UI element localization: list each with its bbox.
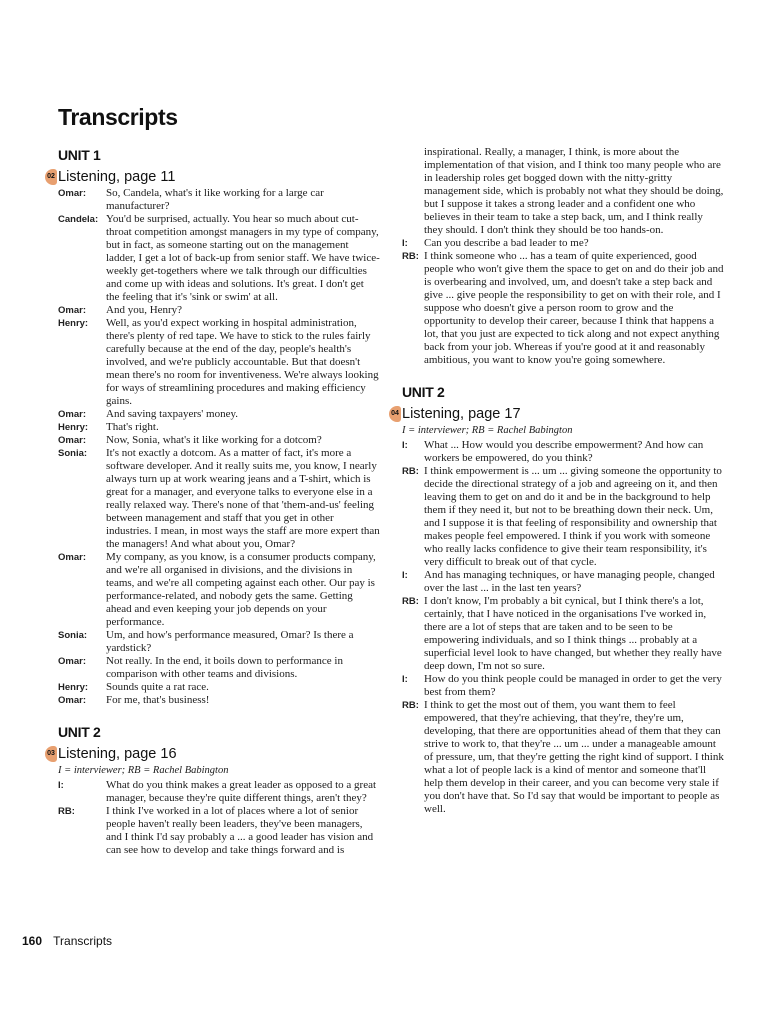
speaker-label: Omar: — [58, 409, 86, 420]
listening-title: Listening, page 17 — [402, 406, 521, 422]
listening-heading — [389, 405, 724, 423]
speaker-label: Sonia: — [58, 630, 88, 641]
speaker-label: I: — [402, 440, 408, 451]
dialogue-turn — [402, 673, 724, 699]
speech-text: Well, as you'd expect working in hospital administration, there's plenty of red tape. We have to stick to the rules fairly carefully because at the end of the day, people's health's involved, and we're publicly accountable. But that doesn't mean there's no room for inventiveness. We're always looking for ways of streamlining procedures and making efficiency gains. — [106, 317, 379, 407]
dialogue-turn — [402, 465, 724, 569]
speaker-label: RB: — [402, 700, 419, 711]
dialogue — [58, 187, 380, 707]
speaker-key: I = interviewer; RB = Rachel Babington — [58, 765, 229, 776]
dialogue-turn — [402, 699, 724, 816]
speech-text: What ... How would you describe empowerment? And how can workers be empowered, do you think? — [424, 439, 704, 464]
dialogue-turn — [58, 421, 380, 434]
speech-text: How do you think people could be managed in order to get the very best from them? — [424, 673, 722, 698]
dialogue-turn — [58, 408, 380, 421]
audio-track-icon: 04 — [389, 406, 401, 422]
dialogue-turn — [58, 629, 380, 655]
right-column — [391, 146, 724, 816]
speech-text: And you, Henry? — [106, 304, 183, 316]
dialogue-turn — [402, 569, 724, 595]
speaker-key: I = interviewer; RB = Rachel Babington — [402, 425, 573, 436]
speech-text: You'd be surprised, actually. You hear so much about cut-throat competition amongst managers in my type of company, but in fact, as someone starting out on the management ladder, I get a lot of back-up from senior staff. We have twice-weekly get-togethers where we talk through our difficulties and come up with ideas and solutions. It's great. I don't get the feeling that it's 'sink or swim' at all. — [106, 213, 380, 303]
speaker-label: I: — [402, 238, 408, 249]
left-column — [47, 146, 380, 857]
speaker-label: I: — [402, 570, 408, 581]
speaker-label: RB: — [58, 806, 75, 817]
dialogue-turn — [58, 805, 380, 857]
dialogue-turn — [402, 250, 724, 367]
listening-title: Listening, page 11 — [58, 169, 176, 185]
dialogue-turn — [58, 655, 380, 681]
dialogue-turn — [402, 146, 724, 237]
unit-heading: UNIT 2 — [58, 724, 101, 740]
speech-text: inspirational. Really, a manager, I think, is more about the implementation of that vision, and I think too many people who are in leadership roles get bogged down with the nitty-gritty management side, which is probably not what they should be doing, but I suppose it takes a strong leader and a confident one who believes in their team to take a step back, um, and I think really they should. I don't think they should be too hands-on. — [424, 146, 724, 236]
dialogue-turn — [58, 434, 380, 447]
speech-text: For me, that's business! — [106, 694, 210, 706]
speech-text: What do you think makes a great leader as opposed to a great manager, because they're quite different things, aren't they? — [106, 779, 377, 804]
listening-heading — [45, 745, 380, 763]
speech-text: My company, as you know, is a consumer products company, and we're all organised in divisions, and the divisions in teams, and we're all competing against each other. Our pay is performance-related, and nobody gets the same. Getting ahead and even keeping your job depends on your performance. — [106, 551, 376, 628]
speech-text: Not really. In the end, it boils down to performance in comparison with other teams and divisions. — [106, 655, 343, 680]
speech-text: And saving taxpayers' money. — [106, 408, 239, 420]
dialogue-turn — [58, 551, 380, 629]
speech-text: Sounds quite a rat race. — [106, 681, 209, 693]
speech-text: I think empowerment is ... um ... giving someone the opportunity to decide the directional strategy of a job and agreeing on it, and then leaving them to get on and do it and be in the background to help them if they need it, but not to be breathing down their neck. Um, and I suppose it is that feeling of responsibility and ownership that makes people feel empowered. I think if you work with someone who really lacks confidence to give their team responsibility, it's very difficult to break out of that cycle. — [424, 465, 722, 568]
dialogue-turn — [402, 237, 724, 250]
speaker-label — [402, 146, 424, 237]
speech-text: Can you describe a bad leader to me? — [424, 237, 589, 249]
speaker-label: Omar: — [58, 435, 86, 446]
speech-text: That's right. — [106, 421, 159, 433]
dialogue — [58, 779, 380, 857]
speaker-label: Henry: — [58, 318, 89, 329]
speaker-label: RB: — [402, 596, 419, 607]
speaker-label: Omar: — [58, 552, 86, 563]
speaker-label: Henry: — [58, 422, 89, 433]
audio-track-icon: 02 — [45, 169, 57, 185]
speech-text: And has managing techniques, or have managing people, changed over the last ... in the last ten years? — [424, 569, 715, 594]
speaker-label: Candela: — [58, 214, 99, 225]
speaker-label: Omar: — [58, 305, 86, 316]
page-title: Transcripts — [58, 104, 178, 130]
dialogue-turn — [58, 187, 380, 213]
unit-heading: UNIT 2 — [402, 384, 445, 400]
dialogue-turn — [402, 439, 724, 465]
speaker-label: Omar: — [58, 188, 86, 199]
speaker-label: I: — [402, 674, 408, 685]
speech-text: Now, Sonia, what's it like working for a dotcom? — [106, 434, 322, 446]
speech-text: I think to get the most out of them, you want them to feel empowered, that they're achieving, that they're, they're um, developing, that there are opportunities ahead of them that they can strive to work to, that they're ... um ... under a manageable amount of pressure, um, that they're getting the right kind of support. I think what a lot of people lack is a kind of mentor and someone that'll help them develop in their career, and you can become very stale if you don't have that. So I'd say that would be important to people as well. — [424, 699, 724, 815]
dialogue-turn — [58, 694, 380, 707]
unit-heading: UNIT 1 — [58, 147, 101, 163]
dialogue-turn — [58, 779, 380, 805]
dialogue-turn — [58, 304, 380, 317]
speaker-label: Omar: — [58, 656, 86, 667]
audio-track-icon: 03 — [45, 746, 57, 762]
page-footer — [22, 934, 112, 948]
footer-label: Transcripts — [53, 934, 113, 948]
dialogue-turn — [58, 681, 380, 694]
speech-text: Um, and how's performance measured, Omar? Is there a yardstick? — [106, 629, 354, 654]
speaker-label: I: — [58, 780, 64, 791]
speech-text: It's not exactly a dotcom. As a matter of fact, it's more a software developer. And it really suits me, you know, I nearly always turn up at work wearing jeans and a T-shirt, which is great for a manager, and everyone talks to everyone else in a really relaxed way. There's none of that 'them-and-us' feeling between management and staff that you get in other industries. I mean, in most ways the staff are more expert than the managers! And what about you, Omar? — [106, 447, 380, 550]
dialogue-turn — [402, 595, 724, 673]
dialogue-turn — [58, 447, 380, 551]
dialogue — [402, 146, 724, 367]
speaker-label: Omar: — [58, 695, 86, 706]
speech-text: So, Candela, what's it like working for a large car manufacturer? — [106, 187, 324, 212]
speech-text: I don't know, I'm probably a bit cynical, but I think there's a lot, certainly, that I have noticed in the organisations I've worked in, there are a lot of steps that are taken and to be seen to be empowering individuals, and so I think things ... probably at a superficial level look to have changed, but whether they really have deep down, I'm not so sure. — [424, 595, 722, 672]
dialogue-turn — [58, 317, 380, 408]
speaker-label: RB: — [402, 251, 419, 262]
listening-title: Listening, page 16 — [58, 746, 177, 762]
speaker-label: RB: — [402, 466, 419, 477]
speech-text: I think someone who ... has a team of quite experienced, good people who won't give them the space to get on and do their job and is overbearing and involved, um, and doesn't take a step back and give ... give people the responsibility to get on with their role, and I suppose who doesn't give a person room to grow and the opportunity to develop their career, because I think that happens a lot, that you just are expected to tick along and not expect anything back from your job. Whereas if you're good at it and reasonably ambitious, you want to know you're going somewhere. — [424, 250, 724, 366]
speaker-label: Sonia: — [58, 448, 88, 459]
speaker-label: Henry: — [58, 682, 89, 693]
listening-heading — [45, 168, 380, 186]
dialogue — [402, 439, 724, 816]
dialogue-turn — [58, 213, 380, 304]
speech-text: I think I've worked in a lot of places where a lot of senior people haven't really been leaders, they've been managers, and I think I'd say probably a ... a good leader has vision and can see how to develop and take things forward and is — [106, 805, 374, 856]
page-number: 160 — [22, 934, 43, 948]
